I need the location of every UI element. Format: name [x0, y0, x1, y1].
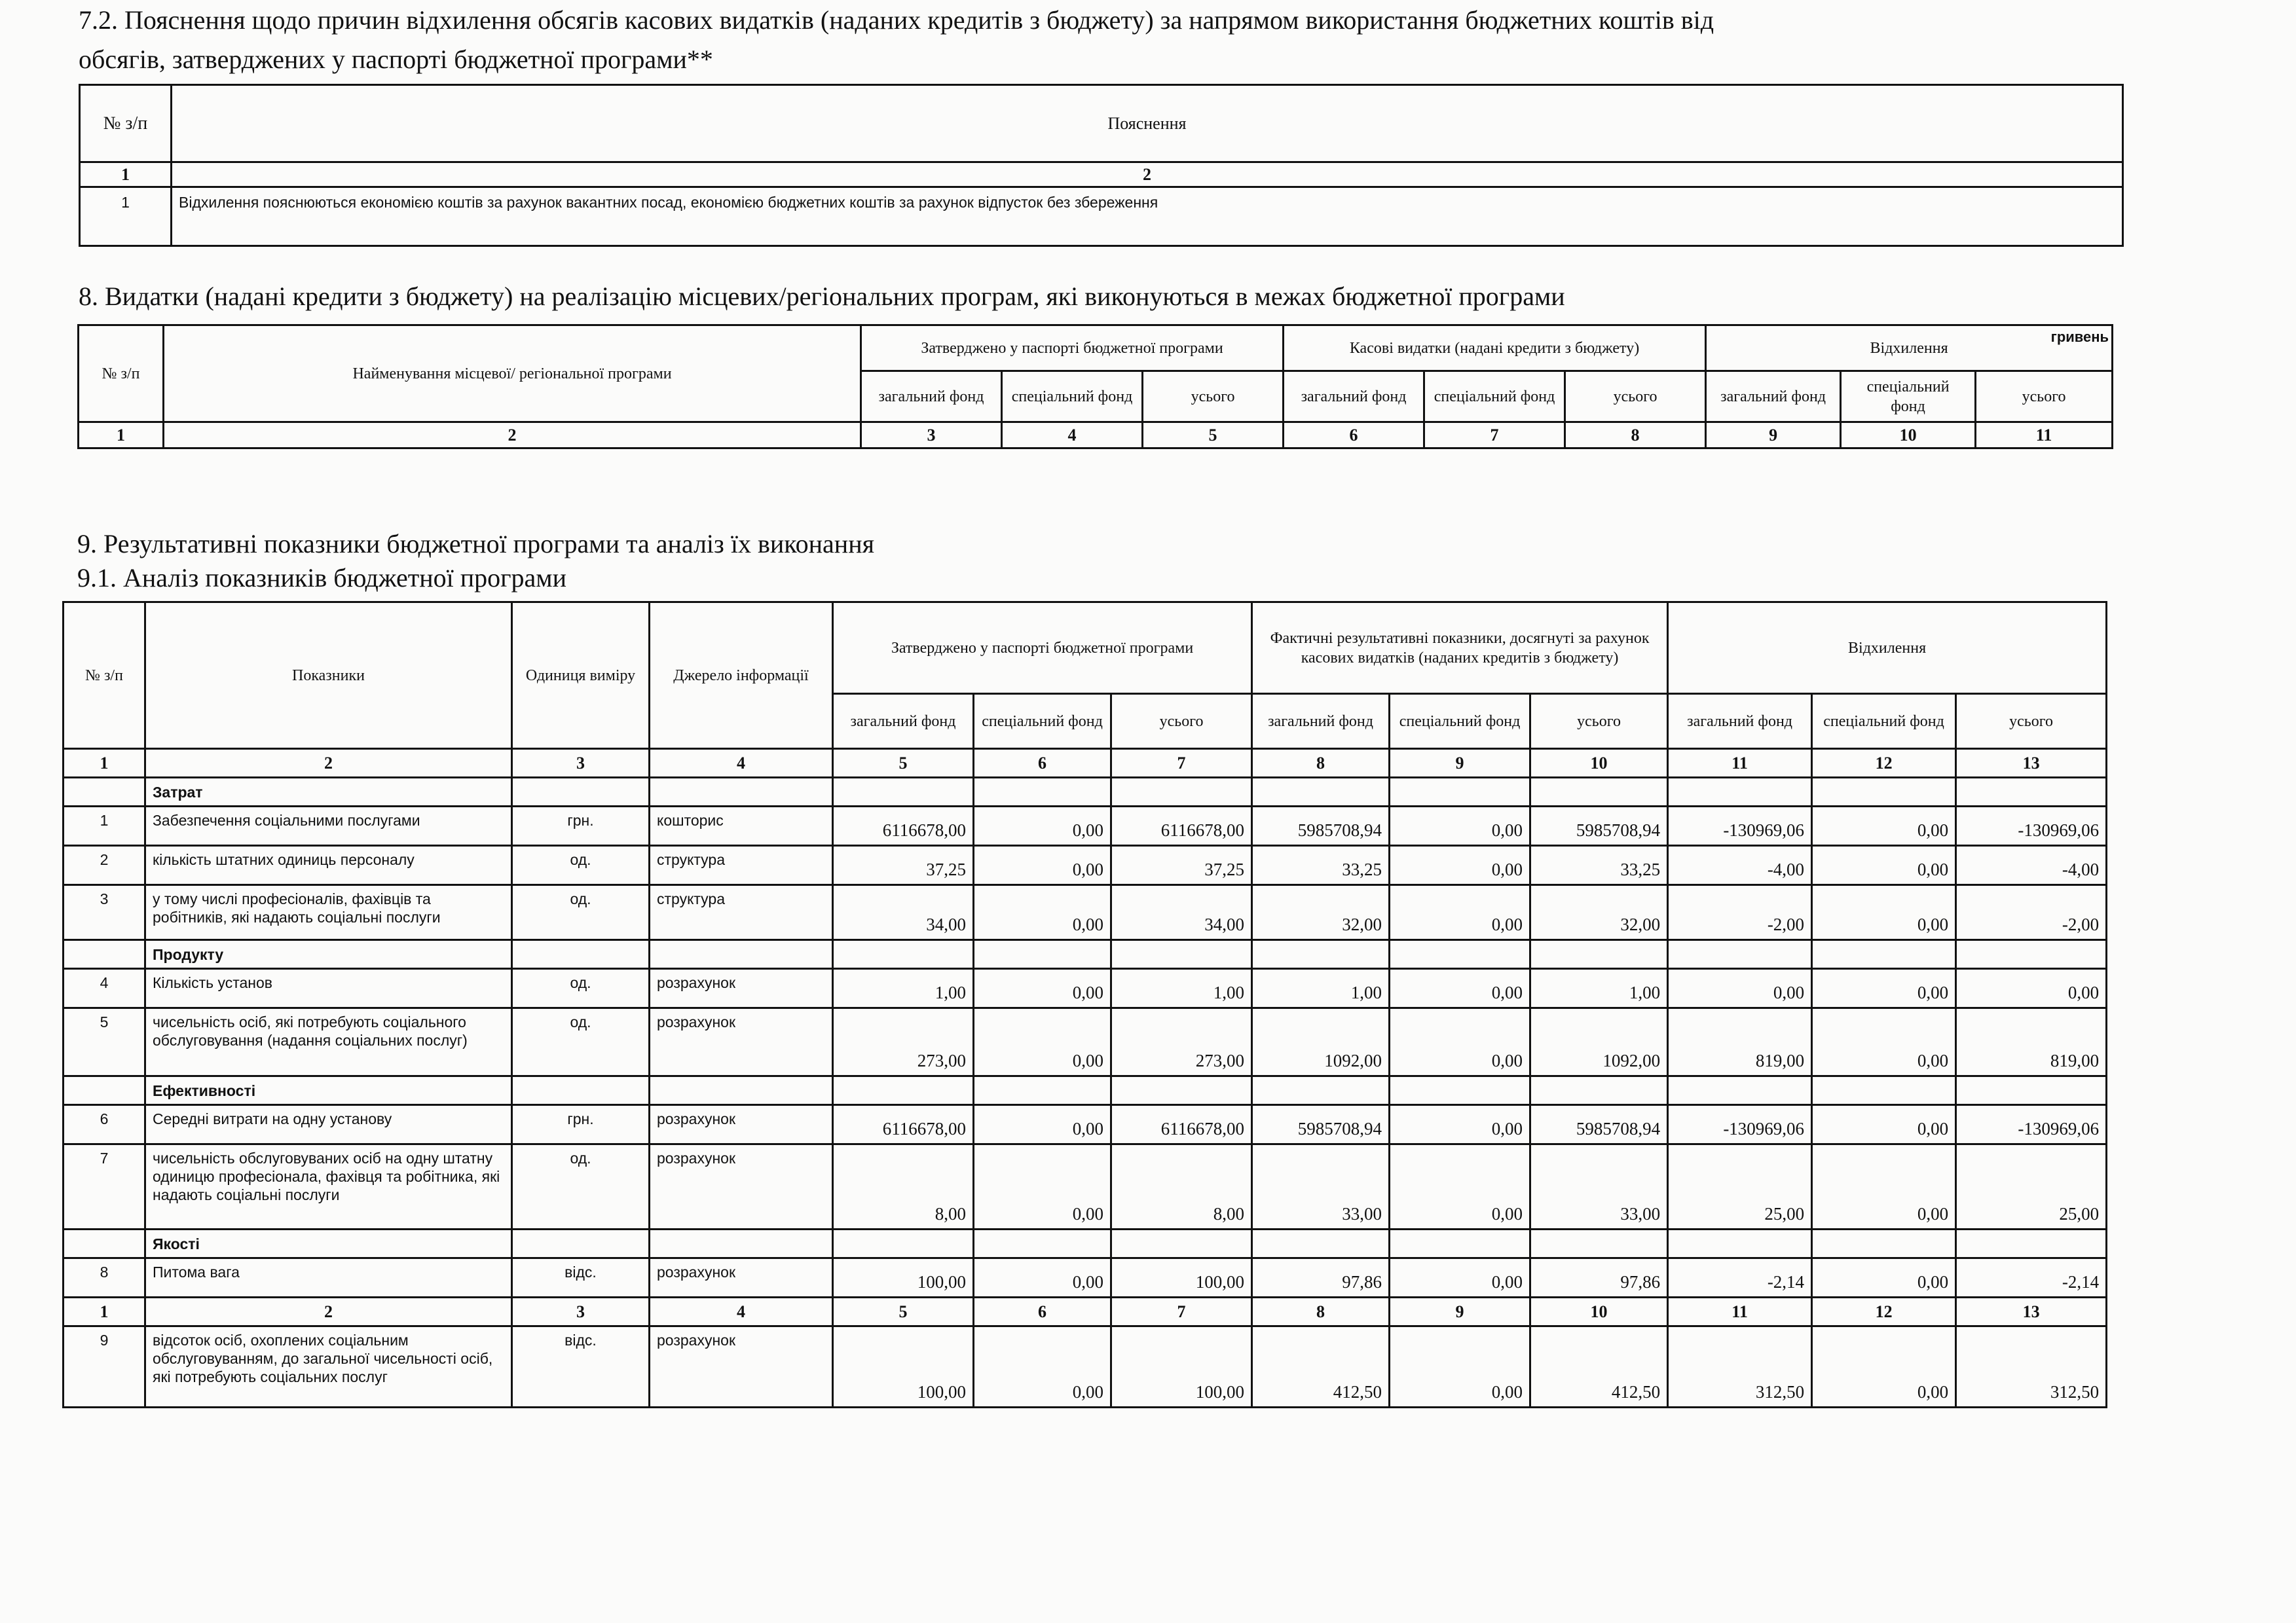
row-value-actual-special: 0,00	[1390, 1326, 1530, 1408]
indicators-approved-header: Затверджено у паспорті бюджетної програми	[833, 602, 1252, 694]
group-empty-cell	[974, 1076, 1111, 1105]
explanation-table	[79, 84, 2124, 247]
row-value-actual-special: 0,00	[1390, 807, 1530, 846]
row-value-deviation-special: 0,00	[1812, 846, 1956, 885]
group-empty-cell	[1812, 1076, 1956, 1105]
row-indicator-name: Питома вага	[145, 1258, 512, 1298]
row-value-approved-general: 8,00	[833, 1144, 974, 1230]
indicators-num-header: № з/п	[64, 602, 145, 749]
indicators-colnum-12: 12	[1812, 1298, 1956, 1326]
indicator-group-row	[64, 1076, 2107, 1105]
group-empty-cell	[974, 778, 1111, 807]
row-value-approved-general: 100,00	[833, 1258, 974, 1298]
row-value-approved-total: 1,00	[1111, 969, 1252, 1008]
row-value-deviation-total: 25,00	[1956, 1144, 2107, 1230]
group-empty-cell	[650, 940, 833, 969]
row-num: 8	[64, 1258, 145, 1298]
table-row	[64, 1008, 2107, 1076]
row-value-actual-total: 1092,00	[1530, 1008, 1668, 1076]
group-empty-cell	[1111, 1076, 1252, 1105]
row-value-approved-general: 1,00	[833, 969, 974, 1008]
row-source: розрахунок	[650, 1105, 833, 1144]
row-value-deviation-special: 0,00	[1812, 1326, 1956, 1408]
group-empty-cell	[1956, 1230, 2107, 1258]
row-source: кошторис	[650, 807, 833, 846]
indicator-group-row	[64, 778, 2107, 807]
indicators-colnum-1: 1	[64, 749, 145, 778]
group-empty-cell	[1530, 940, 1668, 969]
row-num: 2	[64, 846, 145, 885]
group-num-cell	[64, 1076, 145, 1105]
indicators-colnum-5: 5	[833, 1298, 974, 1326]
indicators-deviation-header: Відхилення	[1668, 602, 2107, 694]
row-value-deviation-special: 0,00	[1812, 1105, 1956, 1144]
programs-colnum-2: 2	[164, 422, 861, 448]
row-value-actual-general: 33,25	[1252, 846, 1390, 885]
group-empty-cell	[833, 1230, 974, 1258]
programs-colnum-10: 10	[1841, 422, 1976, 448]
row-value-actual-total: 1,00	[1530, 969, 1668, 1008]
row-indicator-name: Середні витрати на одну установу	[145, 1105, 512, 1144]
row-indicator-name: чисельність осіб, які потребують соціального обслуговування (надання соціальних послуг)	[145, 1008, 512, 1076]
indicators-colnum-8: 8	[1252, 1298, 1390, 1326]
group-empty-cell	[1668, 1076, 1812, 1105]
group-empty-cell	[1111, 1230, 1252, 1258]
programs-colnum-11: 11	[1976, 422, 2113, 448]
row-num: 9	[64, 1326, 145, 1408]
indicators-approved-special: спеціальний фонд	[974, 694, 1111, 749]
programs-num-header: № з/п	[79, 325, 164, 422]
row-value-approved-total: 6116678,00	[1111, 807, 1252, 846]
row-value-actual-total: 33,25	[1530, 846, 1668, 885]
row-value-deviation-total: 819,00	[1956, 1008, 2107, 1076]
row-indicator-name: кількість штатних одиниць персоналу	[145, 846, 512, 885]
row-value-approved-total: 100,00	[1111, 1326, 1252, 1408]
group-empty-cell	[1530, 1230, 1668, 1258]
indicators-colnum-9: 9	[1390, 749, 1530, 778]
local-programs-table	[77, 324, 2113, 449]
row-indicator-name: Кількість установ	[145, 969, 512, 1008]
group-label-product: Продукту	[145, 940, 512, 969]
group-empty-cell	[833, 1076, 974, 1105]
group-label-quality: Якості	[145, 1230, 512, 1258]
row-source: розрахунок	[650, 1144, 833, 1230]
row-value-approved-general: 273,00	[833, 1008, 974, 1076]
explanation-colnum-1: 1	[80, 162, 172, 187]
row-value-actual-special: 0,00	[1390, 1258, 1530, 1298]
row-num: 3	[64, 885, 145, 940]
group-empty-cell	[1252, 778, 1390, 807]
group-empty-cell	[1530, 1076, 1668, 1105]
row-value-actual-special: 0,00	[1390, 1008, 1530, 1076]
row-value-deviation-general: 0,00	[1668, 969, 1812, 1008]
row-num: 4	[64, 969, 145, 1008]
row-num: 5	[64, 1008, 145, 1076]
row-value-deviation-total: -4,00	[1956, 846, 2107, 885]
indicators-approved-general: загальний фонд	[833, 694, 974, 749]
group-empty-cell	[512, 1076, 650, 1105]
row-indicator-name: Забезпечення соціальними послугами	[145, 807, 512, 846]
group-empty-cell	[974, 1230, 1111, 1258]
indicators-colnum-11: 11	[1668, 749, 1812, 778]
row-unit: відс.	[512, 1326, 650, 1408]
programs-deviation-general: загальний фонд	[1706, 371, 1841, 422]
group-empty-cell	[1390, 940, 1530, 969]
row-value-deviation-total: -130969,06	[1956, 807, 2107, 846]
explanation-text-header: Пояснення	[172, 85, 2123, 162]
row-value-actual-special: 0,00	[1390, 969, 1530, 1008]
group-empty-cell	[1812, 778, 1956, 807]
group-empty-cell	[1252, 940, 1390, 969]
row-value-approved-total: 100,00	[1111, 1258, 1252, 1298]
row-value-approved-total: 37,25	[1111, 846, 1252, 885]
group-empty-cell	[512, 778, 650, 807]
row-value-actual-special: 0,00	[1390, 885, 1530, 940]
explanation-row-text: Відхилення пояснюються економією коштів за рахунок вакантних посад, економією бюджетних коштів за рахунок відпусток без збереження	[172, 187, 2123, 246]
group-empty-cell	[1252, 1076, 1390, 1105]
row-num: 1	[64, 807, 145, 846]
row-value-actual-special: 0,00	[1390, 846, 1530, 885]
row-value-approved-general: 6116678,00	[833, 1105, 974, 1144]
group-empty-cell	[650, 1076, 833, 1105]
row-value-approved-general: 37,25	[833, 846, 974, 885]
row-unit: од.	[512, 1144, 650, 1230]
row-value-actual-total: 32,00	[1530, 885, 1668, 940]
programs-approved-header: Затверджено у паспорті бюджетної програми	[861, 325, 1284, 371]
row-unit: од.	[512, 969, 650, 1008]
row-value-approved-total: 273,00	[1111, 1008, 1252, 1076]
row-value-actual-general: 1092,00	[1252, 1008, 1390, 1076]
row-value-actual-total: 412,50	[1530, 1326, 1668, 1408]
group-empty-cell	[650, 1230, 833, 1258]
group-empty-cell	[1668, 940, 1812, 969]
row-value-deviation-general: -2,14	[1668, 1258, 1812, 1298]
programs-cash-special: спеціальний фонд	[1424, 371, 1565, 422]
group-num-cell	[64, 940, 145, 969]
row-source: розрахунок	[650, 969, 833, 1008]
indicators-colnum-13: 13	[1956, 749, 2107, 778]
indicators-actual-general: загальний фонд	[1252, 694, 1390, 749]
indicators-colnum-6: 6	[974, 1298, 1111, 1326]
programs-colnum-9: 9	[1706, 422, 1841, 448]
group-empty-cell	[833, 940, 974, 969]
row-value-deviation-general: -4,00	[1668, 846, 1812, 885]
row-indicator-name: у тому числі професіоналів, фахівців та робітників, які надають соціальні послуги	[145, 885, 512, 940]
table-row	[64, 1258, 2107, 1298]
indicators-source-header: Джерело інформації	[650, 602, 833, 749]
group-empty-cell	[833, 778, 974, 807]
row-value-deviation-general: 819,00	[1668, 1008, 1812, 1076]
row-value-deviation-total: 0,00	[1956, 969, 2107, 1008]
indicators-colnum-2: 2	[145, 1298, 512, 1326]
row-value-actual-special: 0,00	[1390, 1105, 1530, 1144]
row-value-deviation-special: 0,00	[1812, 807, 1956, 846]
indicators-colnum-8: 8	[1252, 749, 1390, 778]
explanation-num-header: № з/п	[80, 85, 172, 162]
row-indicator-name: чисельність обслуговуваних осіб на одну штатну одиницю професіонала, фахівця та робітника, які надають соціальні послуги	[145, 1144, 512, 1230]
programs-colnum-8: 8	[1565, 422, 1706, 448]
indicators-colnum-1: 1	[64, 1298, 145, 1326]
row-value-deviation-special: 0,00	[1812, 885, 1956, 940]
programs-colnum-3: 3	[861, 422, 1002, 448]
row-value-approved-general: 6116678,00	[833, 807, 974, 846]
row-value-approved-special: 0,00	[974, 1144, 1111, 1230]
programs-deviation-total: усього	[1976, 371, 2113, 422]
indicators-actual-header: Фактичні результативні показники, досягнуті за рахунок касових видатків (наданих кредитів з бюджету)	[1252, 602, 1668, 694]
row-unit: од.	[512, 1008, 650, 1076]
row-value-deviation-special: 0,00	[1812, 969, 1956, 1008]
row-value-approved-special: 0,00	[974, 807, 1111, 846]
row-value-actual-total: 97,86	[1530, 1258, 1668, 1298]
row-value-actual-general: 1,00	[1252, 969, 1390, 1008]
group-empty-cell	[1812, 1230, 1956, 1258]
programs-deviation-special: спеціальний фонд	[1841, 371, 1976, 422]
indicators-colnums-row	[64, 749, 2107, 778]
group-empty-cell	[512, 1230, 650, 1258]
explanation-colnum-2: 2	[172, 162, 2123, 187]
table-row	[64, 969, 2107, 1008]
group-empty-cell	[1390, 1076, 1530, 1105]
group-empty-cell	[1956, 1076, 2107, 1105]
row-value-approved-special: 0,00	[974, 885, 1111, 940]
indicators-colnum-11: 11	[1668, 1298, 1812, 1326]
programs-cash-header: Касові видатки (надані кредити з бюджету)	[1284, 325, 1706, 371]
row-value-approved-general: 34,00	[833, 885, 974, 940]
programs-colnum-5: 5	[1143, 422, 1284, 448]
indicators-colnum-3: 3	[512, 749, 650, 778]
row-value-actual-general: 412,50	[1252, 1326, 1390, 1408]
indicators-colnum-3: 3	[512, 1298, 650, 1326]
indicators-deviation-general: загальний фонд	[1668, 694, 1812, 749]
indicators-approved-total: усього	[1111, 694, 1252, 749]
group-empty-cell	[1956, 778, 2107, 807]
group-empty-cell	[650, 778, 833, 807]
row-value-approved-special: 0,00	[974, 1105, 1111, 1144]
indicators-colnum-7: 7	[1111, 1298, 1252, 1326]
row-value-deviation-special: 0,00	[1812, 1144, 1956, 1230]
row-value-deviation-general: -130969,06	[1668, 1105, 1812, 1144]
indicators-colnum-4: 4	[650, 1298, 833, 1326]
row-indicator-name: відсоток осіб, охоплених соціальним обслуговуванням, до загальної чисельності осіб, які потребують соціальних послуг	[145, 1326, 512, 1408]
group-num-cell	[64, 1230, 145, 1258]
row-value-approved-special: 0,00	[974, 1258, 1111, 1298]
row-value-approved-special: 0,00	[974, 1326, 1111, 1408]
programs-colnum-1: 1	[79, 422, 164, 448]
programs-approved-special: спеціальний фонд	[1002, 371, 1143, 422]
programs-deviation-header	[1706, 325, 2113, 371]
row-source: структура	[650, 885, 833, 940]
indicators-colnum-13: 13	[1956, 1298, 2107, 1326]
indicators-deviation-total: усього	[1956, 694, 2107, 749]
row-value-actual-total: 5985708,94	[1530, 807, 1668, 846]
group-empty-cell	[1668, 1230, 1812, 1258]
indicators-colnum-4: 4	[650, 749, 833, 778]
row-value-deviation-general: 312,50	[1668, 1326, 1812, 1408]
row-value-deviation-total: -130969,06	[1956, 1105, 2107, 1144]
row-source: розрахунок	[650, 1258, 833, 1298]
row-value-deviation-total: -2,14	[1956, 1258, 2107, 1298]
group-empty-cell	[1668, 778, 1812, 807]
row-value-approved-special: 0,00	[974, 1008, 1111, 1076]
row-unit: грн.	[512, 1105, 650, 1144]
group-empty-cell	[1390, 1230, 1530, 1258]
row-source: розрахунок	[650, 1008, 833, 1076]
indicators-actual-special: спеціальний фонд	[1390, 694, 1530, 749]
programs-colnum-7: 7	[1424, 422, 1565, 448]
indicators-deviation-special: спеціальний фонд	[1812, 694, 1956, 749]
row-value-actual-total: 5985708,94	[1530, 1105, 1668, 1144]
row-value-deviation-general: -130969,06	[1668, 807, 1812, 846]
explanation-row-num: 1	[80, 187, 172, 246]
row-value-deviation-general: -2,00	[1668, 885, 1812, 940]
section-72-title-line2: обсягів, затверджених у паспорті бюджетної програми**	[79, 45, 713, 74]
row-unit: од.	[512, 885, 650, 940]
row-value-actual-general: 33,00	[1252, 1144, 1390, 1230]
group-empty-cell	[974, 940, 1111, 969]
row-source: структура	[650, 846, 833, 885]
table-row	[64, 846, 2107, 885]
group-empty-cell	[1390, 778, 1530, 807]
row-num: 6	[64, 1105, 145, 1144]
group-label-cost: Затрат	[145, 778, 512, 807]
programs-colnums-row	[79, 422, 2113, 448]
section-91-title: 9.1. Аналіз показників бюджетної програми	[77, 563, 567, 593]
programs-colnum-4: 4	[1002, 422, 1143, 448]
programs-name-header: Найменування місцевої/ регіональної програми	[164, 325, 861, 422]
table-row	[64, 1144, 2107, 1230]
programs-approved-total: усього	[1143, 371, 1284, 422]
indicators-colnum-10: 10	[1530, 1298, 1668, 1326]
table-row	[64, 1105, 2107, 1144]
indicators-table	[62, 601, 2107, 1408]
row-source: розрахунок	[650, 1326, 833, 1408]
row-num: 7	[64, 1144, 145, 1230]
row-value-actual-total: 33,00	[1530, 1144, 1668, 1230]
row-value-actual-general: 97,86	[1252, 1258, 1390, 1298]
indicators-colnum-5: 5	[833, 749, 974, 778]
row-value-approved-total: 34,00	[1111, 885, 1252, 940]
row-value-actual-special: 0,00	[1390, 1144, 1530, 1230]
row-value-actual-general: 32,00	[1252, 885, 1390, 940]
row-unit: од.	[512, 846, 650, 885]
programs-approved-general: загальний фонд	[861, 371, 1002, 422]
row-value-approved-general: 100,00	[833, 1326, 974, 1408]
group-empty-cell	[1530, 778, 1668, 807]
row-unit: грн.	[512, 807, 650, 846]
indicator-group-row	[64, 1230, 2107, 1258]
indicators-colnum-7: 7	[1111, 749, 1252, 778]
group-empty-cell	[1252, 1230, 1390, 1258]
row-value-deviation-general: 25,00	[1668, 1144, 1812, 1230]
row-value-actual-general: 5985708,94	[1252, 807, 1390, 846]
programs-deviation-label: Відхилення	[1870, 339, 1948, 357]
table-row	[64, 807, 2107, 846]
indicators-colnums-row	[64, 1298, 2107, 1326]
row-unit: відс.	[512, 1258, 650, 1298]
row-value-deviation-total: -2,00	[1956, 885, 2107, 940]
group-empty-cell	[1956, 940, 2107, 969]
row-value-approved-special: 0,00	[974, 846, 1111, 885]
group-num-cell	[64, 778, 145, 807]
indicators-colnum-6: 6	[974, 749, 1111, 778]
table-row	[64, 1326, 2107, 1408]
row-value-approved-total: 6116678,00	[1111, 1105, 1252, 1144]
group-empty-cell	[512, 940, 650, 969]
indicator-group-row	[64, 940, 2107, 969]
row-value-deviation-special: 0,00	[1812, 1008, 1956, 1076]
programs-cash-total: усього	[1565, 371, 1706, 422]
indicators-actual-total: усього	[1530, 694, 1668, 749]
section-72-title-line1: 7.2. Пояснення щодо причин відхилення обсягів касових видатків (наданих кредитів з бюджету) за напрямом використання бюджетних коштів від	[79, 5, 1714, 35]
row-value-approved-special: 0,00	[974, 969, 1111, 1008]
group-label-efficiency: Ефективності	[145, 1076, 512, 1105]
row-value-deviation-special: 0,00	[1812, 1258, 1956, 1298]
table-row	[64, 885, 2107, 940]
indicators-colnum-12: 12	[1812, 749, 1956, 778]
row-value-deviation-total: 312,50	[1956, 1326, 2107, 1408]
section-9-title: 9. Результативні показники бюджетної програми та аналіз їх виконання	[77, 529, 875, 558]
indicators-colnum-10: 10	[1530, 749, 1668, 778]
indicators-unit-header: Одиниця виміру	[512, 602, 650, 749]
indicators-colnum-9: 9	[1390, 1298, 1530, 1326]
group-empty-cell	[1111, 940, 1252, 969]
currency-label: гривень	[2050, 329, 2109, 345]
indicators-colnum-2: 2	[145, 749, 512, 778]
programs-cash-general: загальний фонд	[1284, 371, 1424, 422]
indicators-name-header: Показники	[145, 602, 512, 749]
group-empty-cell	[1111, 778, 1252, 807]
programs-colnum-6: 6	[1284, 422, 1424, 448]
section-8-title: 8. Видатки (надані кредити з бюджету) на реалізацію місцевих/регіональних програм, які виконуються в межах бюджетної програми	[79, 282, 1565, 311]
group-empty-cell	[1812, 940, 1956, 969]
row-value-approved-total: 8,00	[1111, 1144, 1252, 1230]
row-value-actual-general: 5985708,94	[1252, 1105, 1390, 1144]
